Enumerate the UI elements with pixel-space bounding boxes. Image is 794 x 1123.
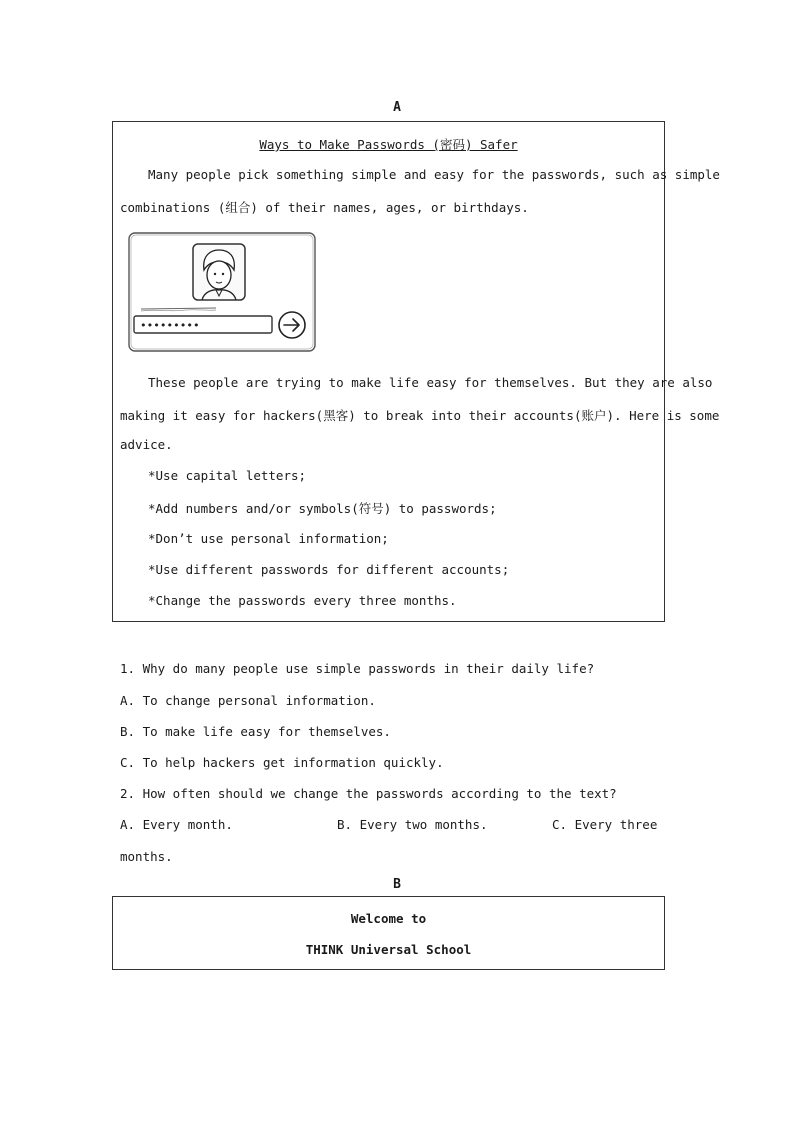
question-2-option-b: B. Every two months.	[337, 817, 488, 832]
paragraph-2-line-3: advice.	[120, 437, 173, 452]
passage-a-box	[112, 121, 720, 622]
question-1-stem: 1. Why do many people use simple passwords in their daily life?	[120, 661, 595, 676]
avatar-icon	[193, 244, 245, 300]
tip-item: *Don’t use personal information;	[148, 531, 389, 546]
tip-item: *Use different passwords for different accounts;	[148, 562, 510, 577]
paragraph-1-line-2: combinations (组合) of their names, ages, or birthdays.	[120, 200, 529, 215]
question-2-option-c: C. Every three	[552, 817, 658, 832]
paragraph-1-line-1: Many people pick something simple and easy for the passwords, such as simple	[148, 167, 720, 182]
question-1-option-c: C. To help hackers get information quickly.	[120, 755, 444, 770]
login-illustration	[126, 230, 318, 356]
tip-item: *Use capital letters;	[148, 468, 307, 483]
question-1-option-a: A. To change personal information.	[120, 693, 376, 708]
question-2-stem: 2. How often should we change the passwords according to the text?	[120, 786, 617, 801]
passage-b-box	[112, 896, 665, 970]
tip-item: *Change the passwords every three months.	[148, 593, 457, 608]
passage-b-line-1: Welcome to	[350, 911, 427, 926]
question-1-option-b: B. To make life easy for themselves.	[120, 724, 391, 739]
passage-a-title: Ways to Make Passwords (密码) Safer	[259, 137, 518, 152]
passage-b-line-2: THINK Universal School	[305, 942, 472, 957]
section-label-a: A	[393, 100, 401, 115]
tip-item: *Add numbers and/or symbols(符号) to passwords;	[148, 501, 497, 516]
paragraph-2-line-1: These people are trying to make life easy for themselves. But they are also	[148, 375, 713, 390]
paragraph-2-line-2: making it easy for hackers(黑客) to break into their accounts(账户). Here is some	[120, 408, 720, 423]
login-illustration-svg	[126, 230, 318, 356]
arrow-right-icon	[279, 312, 305, 338]
question-2-option-c-continuation: months.	[120, 849, 173, 864]
section-label-b: B	[393, 877, 401, 892]
question-2-option-a: A. Every month.	[120, 817, 233, 832]
password-mask: •••••••••	[140, 319, 200, 332]
